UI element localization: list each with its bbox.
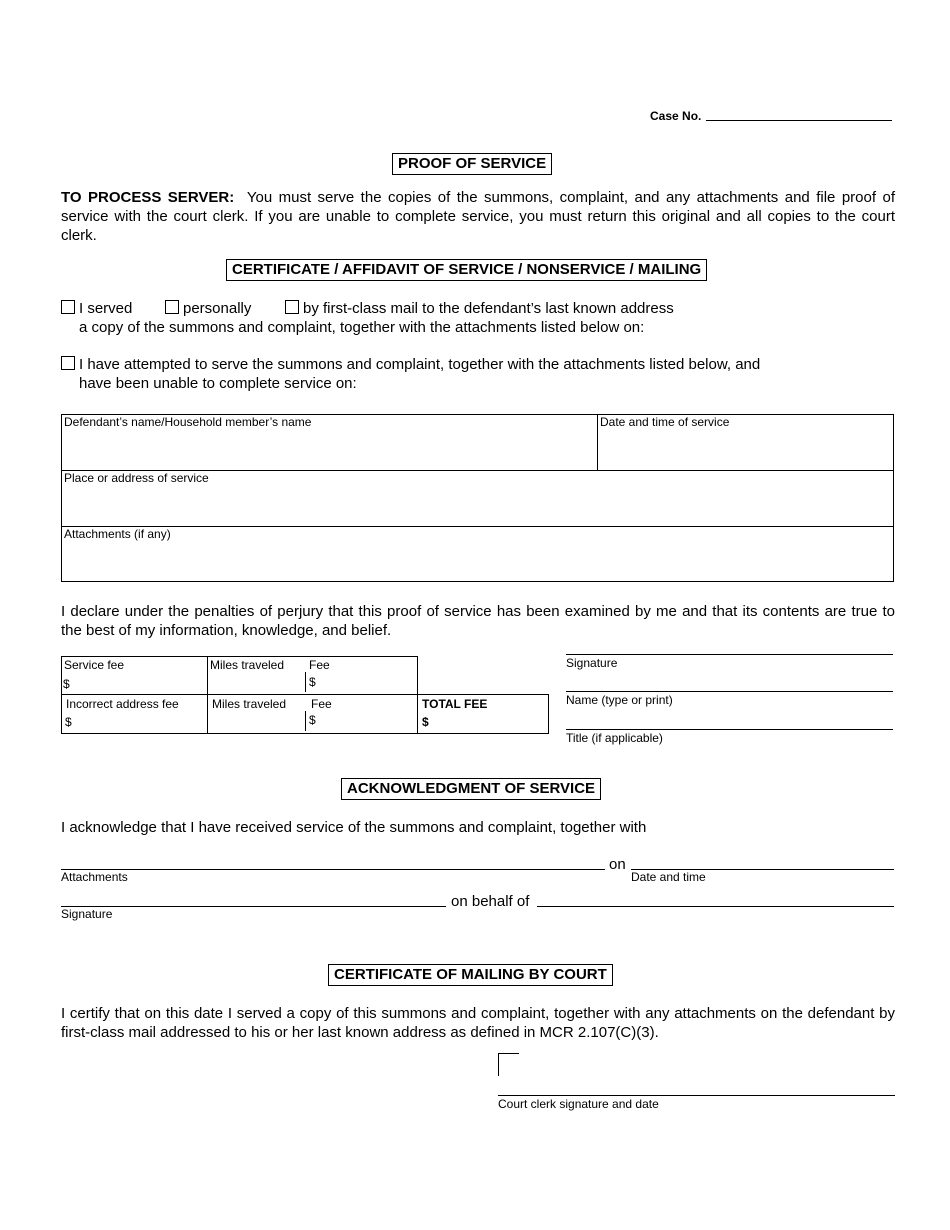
fee-table-divider bbox=[305, 711, 306, 731]
miles-traveled-label-2: Miles traveled bbox=[212, 697, 287, 711]
instructions-heading: TO PROCESS SERVER: bbox=[61, 189, 235, 206]
total-fee-currency: $ bbox=[422, 715, 429, 729]
server-title-label: Title (if applicable) bbox=[566, 731, 663, 745]
personally-checkbox[interactable] bbox=[165, 300, 179, 314]
process-server-instructions bbox=[61, 188, 895, 245]
attachments-field[interactable] bbox=[62, 527, 893, 581]
fee-table-divider bbox=[207, 656, 208, 734]
server-signature-label: Signature bbox=[566, 656, 618, 670]
incorrect-address-fee-label: Incorrect address fee bbox=[66, 697, 179, 711]
on-behalf-of-label: on behalf of bbox=[451, 893, 530, 910]
fee-currency: $ bbox=[309, 675, 316, 689]
ack-on-label: on bbox=[609, 856, 626, 873]
ack-signature-line[interactable] bbox=[61, 906, 446, 907]
place-of-service-field[interactable] bbox=[62, 471, 893, 526]
instructions-text: You must serve the copies of the summons, complaint, and any attachments and file proof of service with the court clerk. If you are unable to complete service, you must return this original and all copies to the court clerk. bbox=[61, 189, 895, 244]
total-fee-label: TOTAL FEE bbox=[422, 697, 488, 711]
ack-signature-label: Signature bbox=[61, 907, 113, 921]
service-fee-label: Service fee bbox=[64, 658, 125, 672]
server-name-label: Name (type or print) bbox=[566, 693, 673, 707]
mailing-certificate-title: CERTIFICATE OF MAILING BY COURT bbox=[328, 964, 613, 986]
proof-of-service-title: PROOF OF SERVICE bbox=[392, 153, 552, 175]
served-checkbox[interactable] bbox=[61, 300, 75, 314]
mailing-certificate-text: I certify that on this date I served a copy of this summons and complaint, together with any attachments on the defendant by first-class mail addressed to his or her last known address as defined in MCR 2.107(C)(3). bbox=[61, 1005, 895, 1041]
served-option-row bbox=[61, 299, 132, 318]
case-no-field[interactable] bbox=[706, 108, 892, 121]
incorrect-fee-currency: $ bbox=[65, 715, 72, 729]
place-of-service-label: Place or address of service bbox=[64, 471, 209, 485]
case-no-label: Case No. bbox=[650, 109, 702, 123]
defendant-name-field[interactable] bbox=[62, 415, 597, 470]
perjury-declaration: I declare under the penalties of perjury that this proof of service has been examined by me and that its contents are true to the best of my information, knowledge, and belief. bbox=[61, 603, 895, 639]
ack-attachments-line[interactable] bbox=[61, 869, 605, 870]
service-fee-currency: $ bbox=[63, 677, 70, 691]
mail-label: by first-class mail to the defendant’s last known address bbox=[303, 300, 674, 317]
fee-label: Fee bbox=[309, 658, 330, 672]
server-name-line[interactable] bbox=[566, 691, 893, 692]
attempted-description: have been unable to complete service on: bbox=[79, 375, 357, 392]
date-time-of-service-label: Date and time of service bbox=[600, 415, 730, 429]
mail-checkbox[interactable] bbox=[285, 300, 299, 314]
fee-label-2: Fee bbox=[311, 697, 332, 711]
clerk-signature-line[interactable] bbox=[498, 1095, 895, 1096]
certificate-title: CERTIFICATE / AFFIDAVIT OF SERVICE / NONSERVICE / MAILING bbox=[226, 259, 707, 281]
date-time-of-service-field[interactable] bbox=[598, 415, 893, 470]
clerk-signature-label: Court clerk signature and date bbox=[498, 1097, 659, 1111]
miles-traveled-label: Miles traveled bbox=[210, 658, 285, 672]
mail-option-row bbox=[285, 299, 674, 318]
fee-table-divider bbox=[61, 694, 417, 695]
server-signature-line[interactable] bbox=[566, 654, 893, 655]
attempted-label: I have attempted to serve the summons and complaint, together with the attachments listed below, and bbox=[79, 356, 761, 373]
attachments-label: Attachments (if any) bbox=[64, 527, 171, 541]
ack-date-time-label: Date and time bbox=[631, 870, 706, 884]
attempted-checkbox[interactable] bbox=[61, 356, 75, 370]
acknowledgment-text: I acknowledge that I have received service of the summons and complaint, together with bbox=[61, 819, 647, 836]
fee-currency-2: $ bbox=[309, 713, 316, 727]
service-details-table bbox=[61, 414, 894, 582]
served-label: I served bbox=[79, 300, 133, 317]
personally-option-row bbox=[165, 299, 251, 318]
personally-label: personally bbox=[183, 300, 252, 317]
server-title-line[interactable] bbox=[566, 729, 893, 730]
acknowledgment-title: ACKNOWLEDGMENT OF SERVICE bbox=[341, 778, 601, 800]
attempted-option-row bbox=[61, 355, 760, 374]
defendant-name-label: Defendant’s name/Household member’s name bbox=[64, 415, 312, 429]
served-description: a copy of the summons and complaint, together with the attachments listed below on: bbox=[79, 319, 645, 336]
fee-table-divider bbox=[305, 672, 306, 692]
on-behalf-of-line[interactable] bbox=[537, 906, 894, 907]
ack-attachments-label: Attachments bbox=[61, 870, 128, 884]
clerk-stamp-corner bbox=[498, 1053, 519, 1076]
